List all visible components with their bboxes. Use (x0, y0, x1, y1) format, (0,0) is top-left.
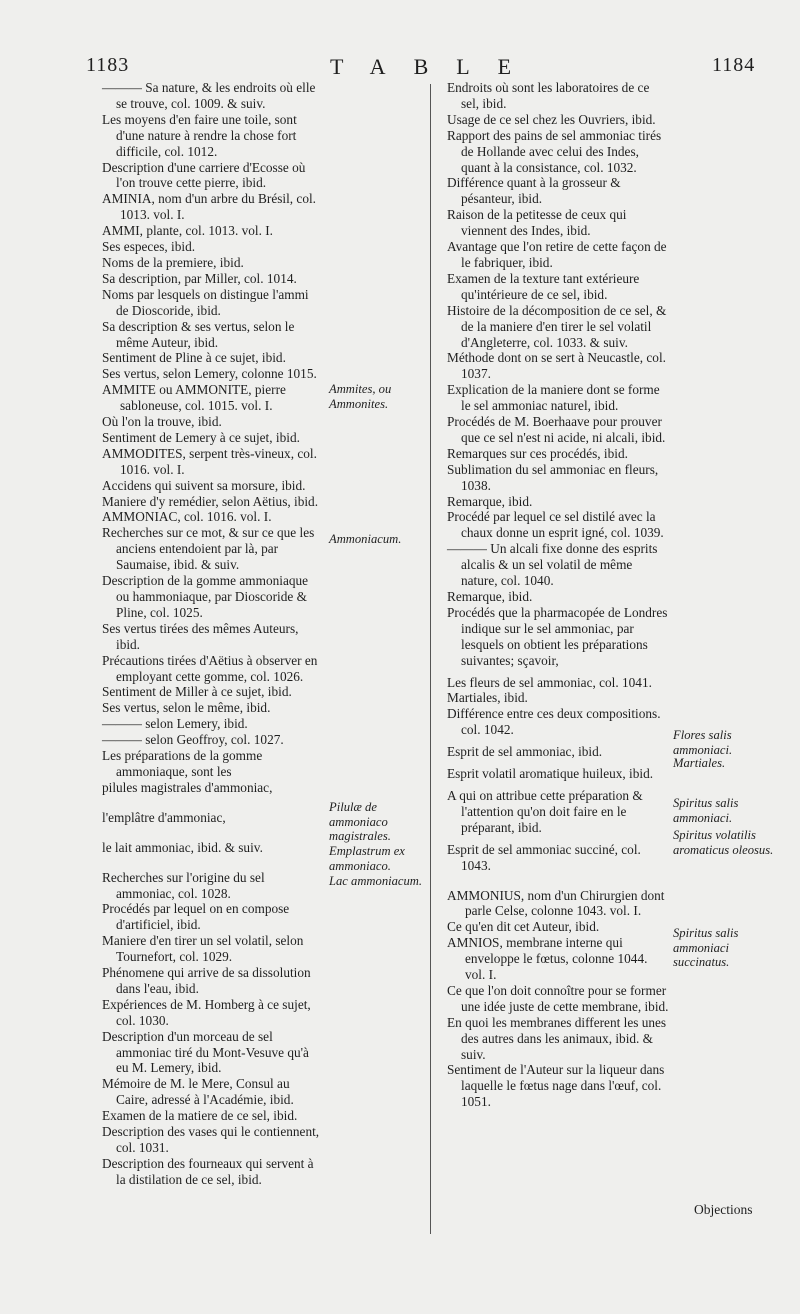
index-heading: AMNIOS, membrane interne qui enveloppe le fœtus, colonne 1044. vol. I. (447, 935, 648, 983)
index-entry: Esprit de sel ammoniac, ibid. (447, 744, 603, 760)
index-entry: Les préparations de la gomme ammoniaque, sont les (102, 748, 263, 779)
index-entry: Les fleurs de sel ammoniac, col. 1041. (447, 674, 652, 690)
index-entry: Rapport des pains de sel ammoniac tirés de Hollande avec celui des Indes, quant à la consistance, col. 1032. (447, 127, 662, 175)
index-entry: Procédés par lequel on en compose d'artificiel, ibid. (102, 901, 290, 933)
index-entry: Sentiment de Lemery à ce sujet, ibid. (102, 429, 300, 445)
index-entry: Description de la gomme ammoniaque ou hammoniaque, par Dioscoride & Pline, col. 1025. (102, 573, 309, 620)
index-entry: Raison de la petitesse de ceux qui viennent des Indes, ibid. (447, 207, 627, 239)
index-entry: pilules magistrales d'ammoniac, (102, 779, 273, 795)
index-entry: Procédés de M. Boerhaave pour prouver que ce sel n'est ni acide, ni alcali, ibid. (447, 414, 666, 445)
index-entry: Recherches sur ce mot, & sur ce que les anciens entendoient par là, par Saumaise, ibid. & suiv. (102, 525, 315, 573)
index-entry: Martiales, ibid. (447, 690, 528, 706)
catchword: Objections (694, 1202, 753, 1217)
margin-note: Ammites, ou Ammonites. (329, 382, 392, 411)
index-entry: Ce que l'on doit connoître pour se former une idée juste de cette membrane, ibid. (447, 982, 669, 1014)
index-entry: ——— selon Geoffroy, col. 1027. (102, 732, 284, 748)
index-entry: Ses vertus, selon le même, ibid. (102, 700, 271, 716)
index-entry: ——— Un alcali fixe donne des esprits alcalis & un sel volatil de même nature, col. 1040. (447, 541, 658, 589)
index-entry: Description des vases qui le contiennent, col. 1031. (102, 1124, 320, 1155)
running-title: TABLE (330, 54, 540, 79)
index-entry: Explication de la maniere dont se forme le sel ammoniac naturel, ibid. (447, 382, 660, 414)
index-entry: Procédés que la pharmacopée de Londres indique sur le sel ammoniac, par lesquels on obtient les préparations suivantes; sçavoir, (447, 604, 668, 668)
index-entry: Où l'on la trouve, ibid. (102, 414, 222, 430)
index-heading: AMMONIAC, col. 1016. vol. I. (102, 509, 272, 525)
right-index-column (447, 80, 669, 1110)
index-entry: En quoi les membranes different les unes des autres dans les animaux, ibid. & suiv. (447, 1014, 667, 1062)
index-entry: Recherches sur l'origine du sel ammoniac, col. 1028. (102, 869, 265, 901)
index-entry: Sentiment de Miller à ce sujet, ibid. (102, 684, 292, 700)
index-entry: Description d'un morceau de sel ammoniac tiré du Mont-Vesuve qu'à eu M. Lemery, ibid. (102, 1028, 309, 1076)
index-entry: Ses vertus, selon Lemery, colonne 1015. (102, 366, 317, 382)
index-entry: Examen de la texture tant extérieure qu'intérieure de ce sel, ibid. (447, 270, 640, 302)
margin-note: Pilulæ de ammoniaco magistrales. (329, 800, 391, 843)
index-entry: Description d'une carriere d'Ecosse où l'on trouve cette pierre, ibid. (102, 159, 306, 191)
margin-note: Spiritus salis ammoniaci succinatus. (673, 926, 739, 969)
column-divider (430, 84, 431, 1234)
page-number-left: 1183 (86, 54, 130, 76)
index-entry: Sa description & ses vertus, selon le même Auteur, ibid. (102, 318, 295, 350)
index-entry: Procédé par lequel ce sel distilé avec la chaux donne un esprit igné, col. 1039. (447, 509, 664, 541)
index-entry: Différence quant à la grosseur & pésanteur, ibid. (447, 175, 621, 207)
index-entry: Phénomene qui arrive de sa dissolution dans l'eau, ibid. (102, 965, 311, 996)
index-entry: Remarque, ibid. (447, 493, 533, 509)
index-entry: l'emplâtre d'ammoniac, (102, 809, 226, 825)
index-entry: Méthode dont on se sert à Neucastle, col. 1037. (447, 350, 666, 382)
index-heading: AMMONIUS, nom d'un Chirurgien dont parle Celse, colonne 1043. vol. I. (447, 887, 665, 919)
index-heading: AMINIA, nom d'un arbre du Brésil, col. 1013. vol. I. (102, 191, 316, 223)
margin-note: Emplastrum ex ammoniaco. (329, 844, 405, 873)
index-entry: Précautions tirées d'Aëtius à observer en employant cette gomme, col. 1026. (102, 652, 318, 684)
left-index-column (102, 80, 324, 1188)
index-entry: Noms de la premiere, ibid. (102, 254, 244, 270)
index-entry: Accidens qui suivent sa morsure, ibid. (102, 477, 306, 493)
index-entry: Noms par lesquels on distingue l'ammi de Dioscoride, ibid. (102, 286, 309, 318)
margin-note: Martiales. (673, 756, 726, 770)
margin-note: Lac ammoniacum. (329, 874, 423, 888)
index-entry: Maniere d'en tirer un sel volatil, selon Tournefort, col. 1029. (102, 933, 304, 965)
index-entry: Ce qu'en dit cet Auteur, ibid. (447, 919, 600, 935)
page-number-right: 1184 (712, 54, 756, 76)
index-entry: Mémoire de M. le Mere, Consul au Caire, adressé à l'Académie, ibid. (102, 1076, 294, 1108)
margin-note: Flores salis ammoniaci. (673, 728, 733, 757)
index-entry: Expériences de M. Homberg à ce sujet, col. 1030. (102, 996, 311, 1028)
index-entry: Description des fourneaux qui servent à la distilation de ce sel, ibid. (102, 1155, 314, 1187)
index-entry: Usage de ce sel chez les Ouvriers, ibid. (447, 111, 656, 127)
margin-note: Ammoniacum. (329, 532, 402, 546)
index-entry: Histoire de la décomposition de ce sel, & de la maniere d'en tirer le sel volatil d'Angleterre, col. 1033. & suiv. (447, 302, 667, 350)
index-entry: Ses especes, ibid. (102, 239, 196, 255)
index-entry: Sa description, par Miller, col. 1014. (102, 270, 297, 286)
index-entry: Sentiment de Pline à ce sujet, ibid. (102, 350, 286, 366)
index-entry: Examen de la matiere de ce sel, ibid. (102, 1108, 298, 1124)
index-entry: Endroits où sont les laboratoires de ce sel, ibid. (447, 80, 650, 111)
index-entry: Esprit de sel ammoniac succiné, col. 1043. (447, 841, 641, 873)
index-entry: Esprit volatil aromatique huileux, ibid. (447, 766, 654, 782)
index-heading: AMMODITES, serpent très-vineux, col. 1016. vol. I. (102, 445, 317, 477)
index-entry: Avantage que l'on retire de cette façon de le fabriquer, ibid. (447, 239, 667, 270)
index-entry: Sublimation du sel ammoniac en fleurs, 1038. (447, 461, 659, 493)
index-entry: Remarques sur ces procédés, ibid. (447, 445, 628, 461)
margin-note: Spiritus volatilis aromaticus oleosus. (673, 828, 774, 857)
index-heading: AMMI, plante, col. 1013. vol. I. (102, 223, 273, 239)
index-entry: Ses vertus tirées des mêmes Auteurs, ibid. (102, 620, 299, 652)
index-entry: Différence entre ces deux compositions. col. 1042. (447, 706, 661, 738)
index-entry: Maniere d'y remédier, selon Aëtius, ibid. (102, 493, 319, 509)
index-heading: AMMITE ou AMMONITE, pierre sabloneuse, col. 1015. vol. I. (102, 382, 286, 414)
index-entry: le lait ammoniac, ibid. & suiv. (102, 839, 263, 855)
index-entry: A qui on attribue cette préparation & l'attention qu'on doit faire en le préparant, ibid. (447, 787, 643, 835)
index-entry: Remarque, ibid. (447, 589, 533, 604)
index-entry: ——— selon Lemery, ibid. (102, 716, 248, 732)
index-entry: Sentiment de l'Auteur sur la liqueur dans laquelle le fœtus nage dans l'œuf, col. 1051. (447, 1062, 665, 1110)
index-entry: Les moyens d'en faire une toile, sont d'une nature à rendre la chose fort difficile, col. 1012. (102, 111, 297, 159)
margin-note: Spiritus salis ammoniaci. (673, 796, 739, 825)
index-entry: ——— Sa nature, & les endroits où elle se trouve, col. 1009. & suiv. (102, 80, 316, 111)
